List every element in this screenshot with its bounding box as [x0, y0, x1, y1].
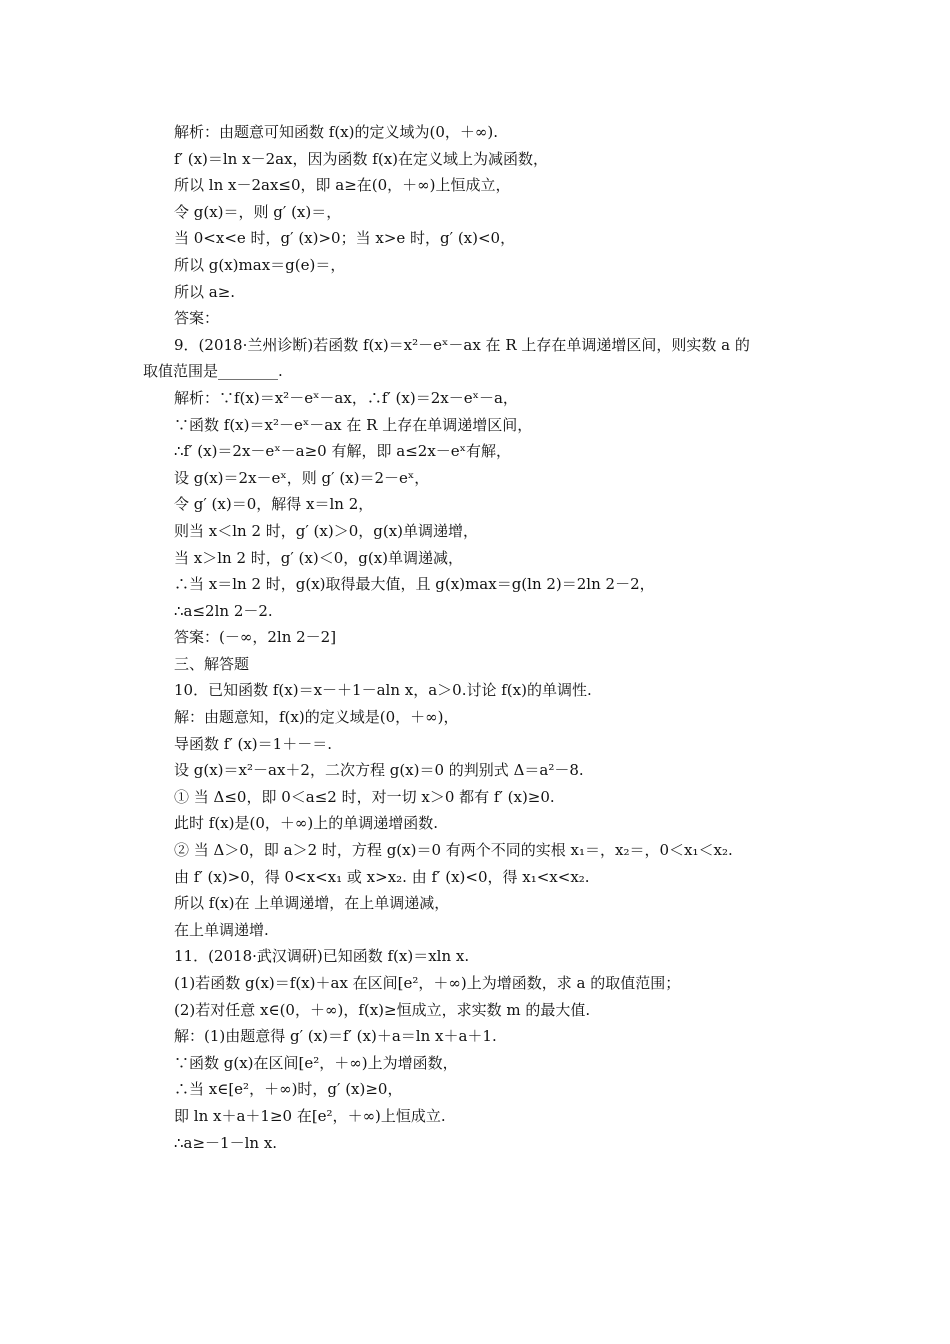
text-line: 答案：(－∞，2ln 2－2] — [174, 628, 337, 647]
text-line: 解析：∵f(x)＝x²－eˣ－ax，∴f′ (x)＝2x－eˣ－a， — [174, 388, 518, 407]
text-line: 解析：由题意可知函数 f(x)的定义域为(0，＋∞). — [174, 123, 498, 141]
text-line: 设 g(x)＝x²－ax＋2，二次方程 g(x)＝0 的判别式 Δ＝a²－8. — [174, 761, 584, 780]
text-line: 三、解答题 — [174, 654, 250, 673]
text-line: ② 当 Δ＞0，即 a＞2 时，方程 g(x)＝0 有两个不同的实根 x₁＝，x₂＝，0＜x₁＜x₂. — [174, 841, 733, 860]
text-line: 此时 f(x)是(0，＋∞)上的单调递增函数. — [174, 814, 438, 833]
text-line: 所以 a≥. — [174, 282, 236, 301]
text-line: 导函数 f′ (x)＝1＋－＝. — [174, 734, 332, 753]
text-line: 9．(2018·兰州诊断)若函数 f(x)＝x²－eˣ－ax 在 R 上存在单调递增区间，则实数 a 的 — [174, 335, 750, 354]
text-line: 所以 ln x－2ax≤0，即 a≥在(0，＋∞)上恒成立， — [174, 176, 511, 195]
text-line: 11．(2018·武汉调研)已知函数 f(x)＝xln x. — [174, 947, 470, 966]
text-line: 取值范围是________. — [143, 362, 283, 381]
text-line: 在上单调递增. — [174, 920, 269, 939]
text-line: 设 g(x)＝2x－eˣ，则 g′ (x)＝2－eˣ， — [174, 468, 430, 487]
text-line: (2)若对任意 x∈(0，＋∞)，f(x)≥恒成立，求实数 m 的最大值. — [174, 1000, 591, 1019]
text-line: ∵函数 f(x)＝x²－eˣ－ax 在 R 上存在单调递增区间， — [174, 415, 533, 434]
text-line: 当 x＞ln 2 时，g′ (x)＜0，g(x)单调递减， — [174, 548, 464, 567]
text-line: 则当 x＜ln 2 时，g′ (x)＞0，g(x)单调递增， — [174, 521, 479, 540]
text-line: 当 0<x<e 时，g′ (x)>0；当 x>e 时，g′ (x)<0， — [174, 229, 516, 248]
text-line: 由 f′ (x)>0，得 0<x<x₁ 或 x>x₂. 由 f′ (x)<0，得 x₁<x<x₂. — [174, 867, 590, 886]
text-line: ∴a≤2ln 2－2. — [174, 601, 273, 620]
text-line: ∴当 x＝ln 2 时，g(x)取得最大值，且 g(x)max＝g(ln 2)＝2ln 2－2， — [174, 575, 655, 594]
text-line: ∴当 x∈[e²，＋∞)时，g′ (x)≥0， — [174, 1080, 403, 1099]
text-line: 令 g′ (x)＝0，解得 x＝ln 2， — [174, 495, 374, 514]
text-line: ① 当 Δ≤0，即 0＜a≤2 时，对一切 x＞0 都有 f′ (x)≥0. — [174, 787, 555, 806]
text-line: 解：由题意知，f(x)的定义域是(0，＋∞)， — [174, 708, 459, 727]
text-line: 令 g(x)＝，则 g′ (x)＝， — [174, 202, 342, 221]
text-line: 即 ln x＋a＋1≥0 在[e²，＋∞)上恒成立. — [174, 1106, 446, 1125]
document-body — [143, 119, 823, 1156]
text-line: 解：(1)由题意得 g′ (x)＝f′ (x)＋a＝ln x＋a＋1. — [174, 1027, 497, 1046]
text-line: ∴a≥－1－ln x. — [174, 1133, 278, 1152]
text-line: (1)若函数 g(x)＝f(x)＋ax 在区间[e²，＋∞)上为增函数，求 a 的取值范围； — [174, 974, 681, 992]
text-line: 10．已知函数 f(x)＝x－＋1－aln x，a＞0.讨论 f(x)的单调性. — [174, 681, 592, 700]
text-line: 所以 f(x)在 上单调递增，在上单调递减， — [174, 894, 450, 913]
text-line: 所以 g(x)max＝g(e)＝， — [174, 255, 346, 274]
text-line: ∴f′ (x)＝2x－eˣ－a≥0 有解，即 a≤2x－eˣ有解， — [174, 442, 512, 461]
text-line: ∵函数 g(x)在区间[e²，＋∞)上为增函数， — [174, 1053, 458, 1072]
text-line: 答案： — [174, 309, 220, 328]
text-line: f′ (x)＝ln x－2ax，因为函数 f(x)在定义域上为减函数， — [174, 149, 549, 168]
